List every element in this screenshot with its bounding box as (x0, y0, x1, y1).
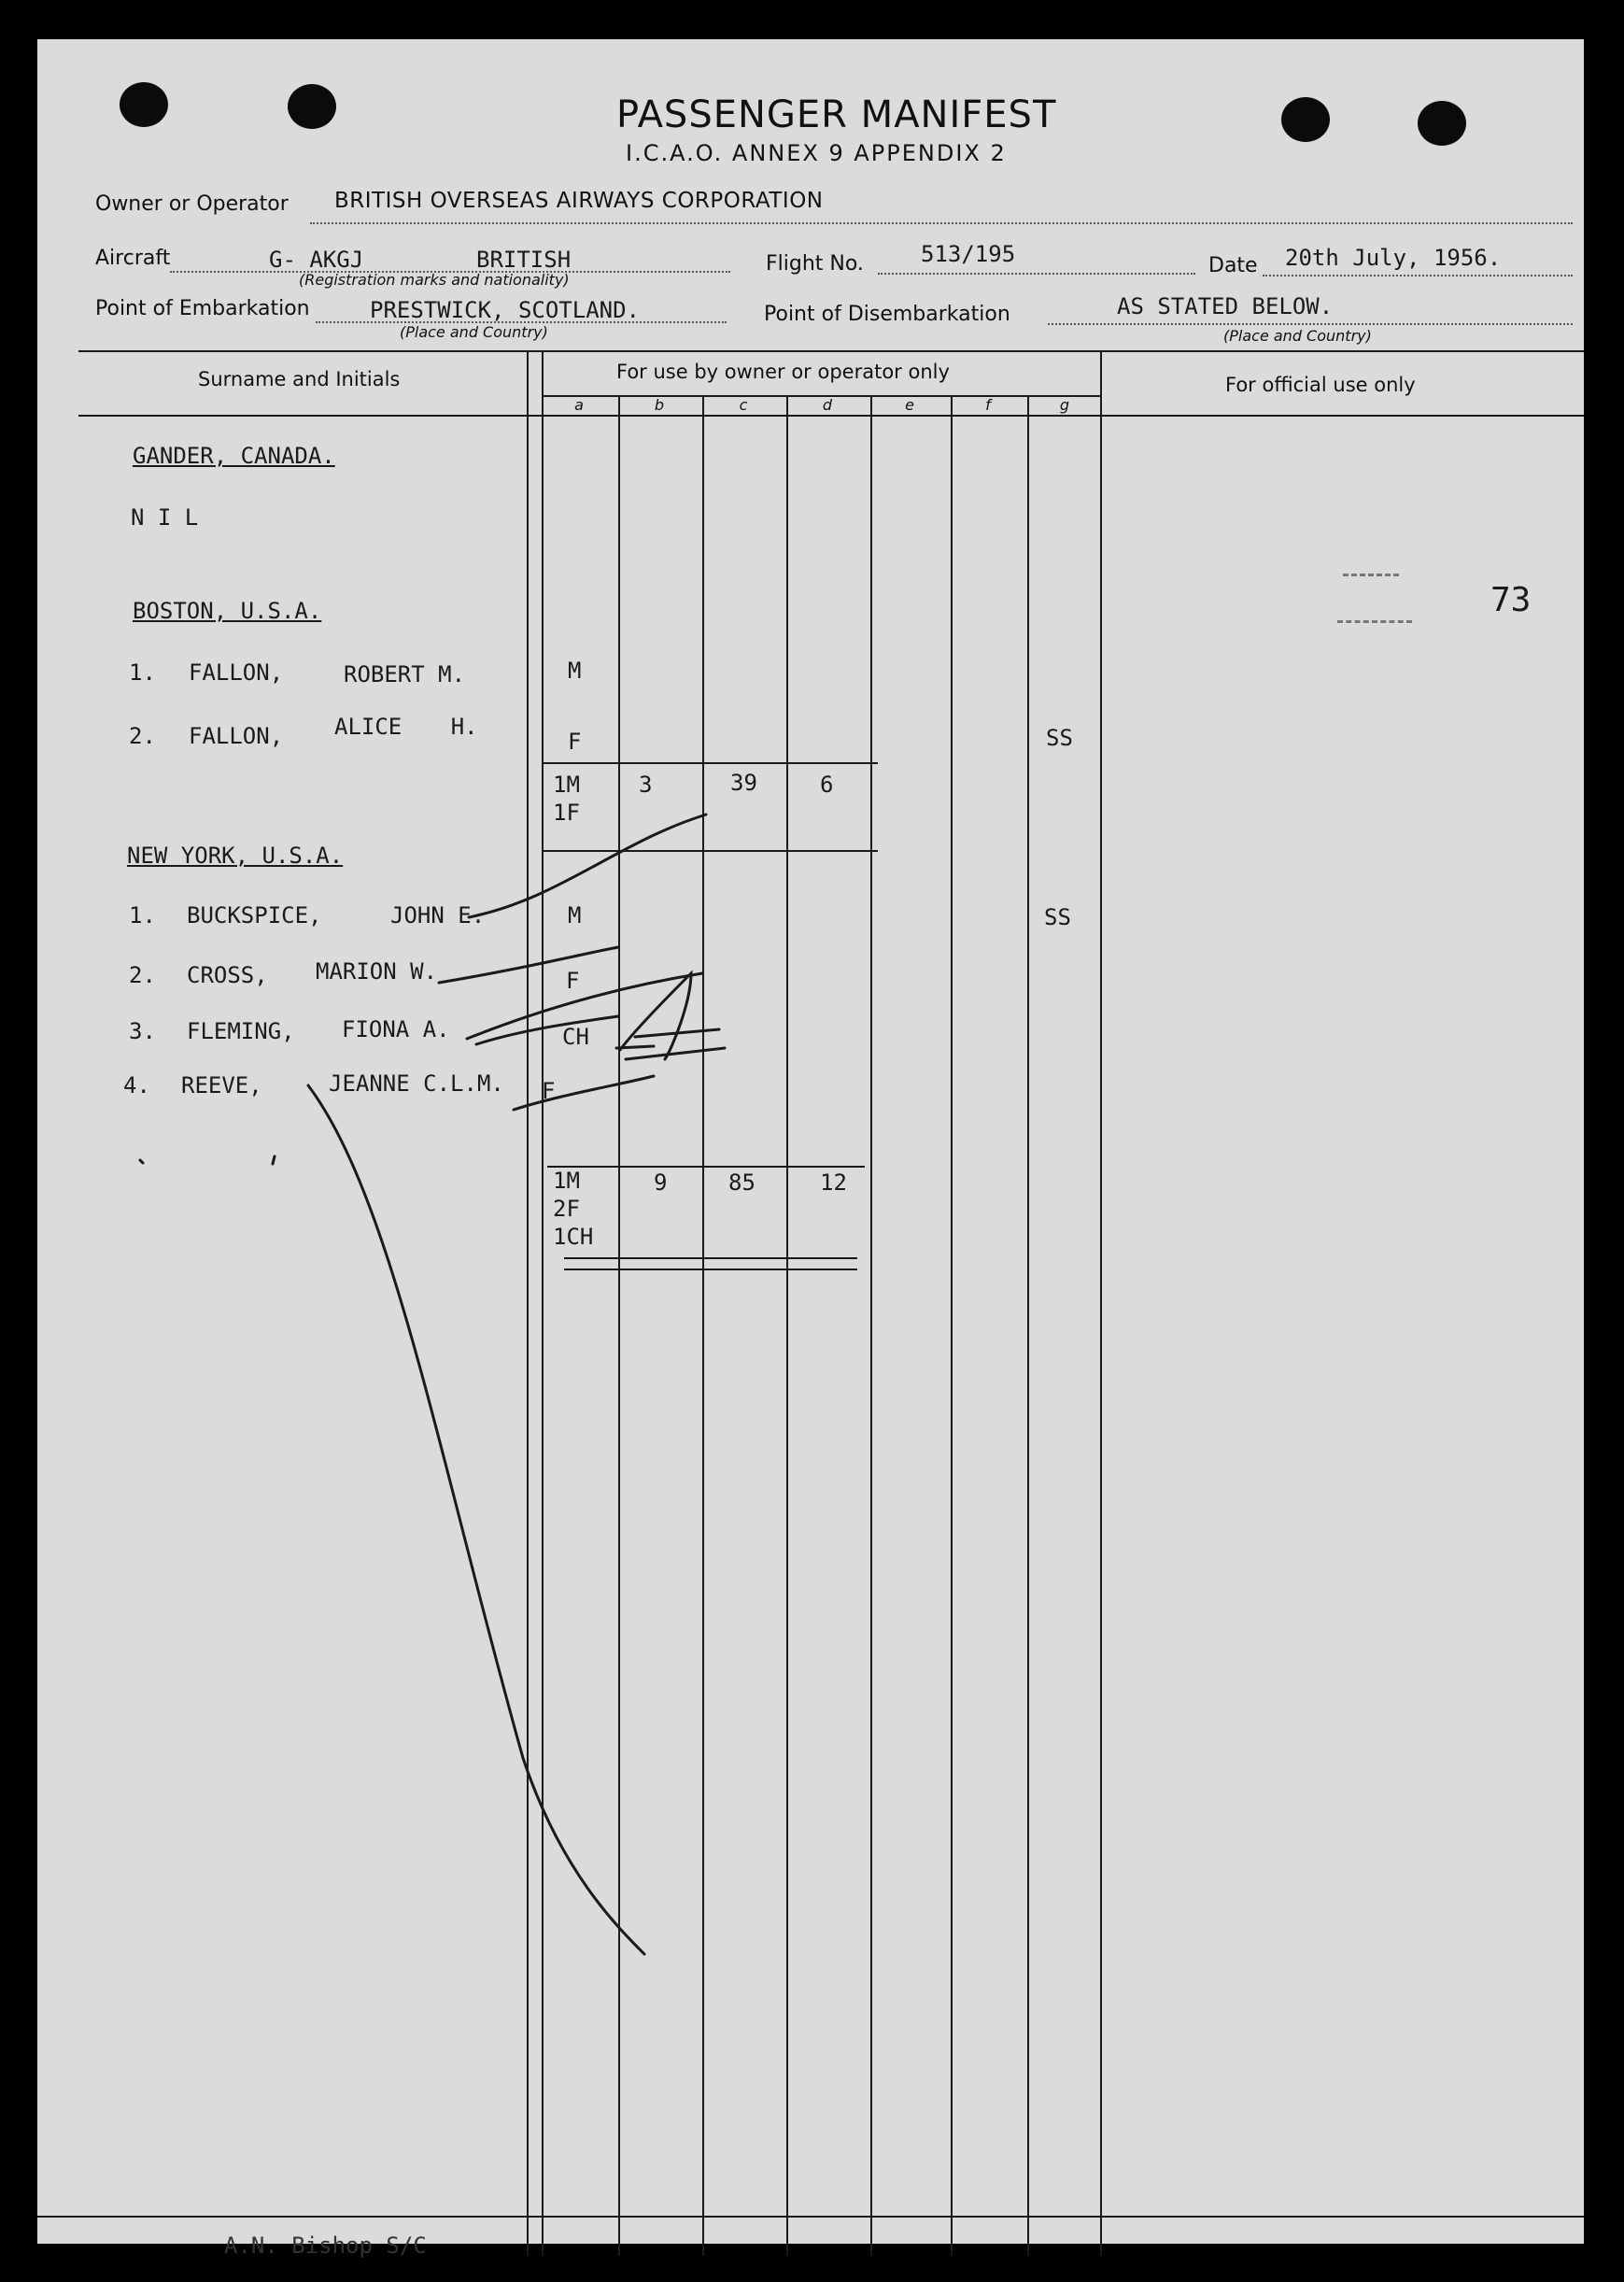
flight-date: 20th July, 1956. (1285, 245, 1502, 271)
passenger-sex: M (568, 902, 582, 928)
passenger-num: 1. (129, 659, 156, 686)
registration-note: (Registration marks and nationality) (299, 271, 570, 289)
aircraft-nationality: BRITISH (476, 247, 572, 273)
col-operator-header: For use by owner or operator only (616, 361, 950, 383)
col-surname-header: Surname and Initials (198, 368, 401, 390)
subcol-a: a (574, 396, 584, 414)
pen-bracket-stroke (467, 973, 702, 1039)
passenger-surname: FALLON, (189, 659, 284, 686)
form-title: PASSENGER MANIFEST (616, 93, 1057, 136)
pen-long-stroke (308, 1085, 644, 1954)
footer-signature: A.N. Bishop S/C (224, 2232, 427, 2259)
flight-label: Flight No. (766, 252, 864, 276)
disembark-value: AS STATED BELOW. (1117, 293, 1334, 319)
passenger-code: SS (1044, 904, 1071, 930)
total-d: 12 (820, 1169, 847, 1196)
total-females: 1F (553, 800, 580, 826)
date-label: Date (1208, 254, 1258, 277)
passenger-given: FIONA A. (342, 1016, 450, 1042)
section-place-new-york: NEW YORK, U.S.A. (127, 843, 344, 869)
official-note-number: 73 (1490, 581, 1532, 619)
section-place-boston: BOSTON, U.S.A. (133, 598, 322, 624)
owner-value: BRITISH OVERSEAS AIRWAYS CORPORATION (334, 189, 824, 213)
passenger-num: 1. (129, 902, 156, 928)
passenger-num: 4. (123, 1072, 150, 1098)
embark-label: Point of Embarkation (95, 297, 310, 320)
passenger-surname: FLEMING, (187, 1018, 295, 1044)
col-official-header: For official use only (1225, 374, 1416, 396)
passenger-surname: BUCKSPICE, (187, 902, 322, 928)
total-c: 85 (728, 1169, 756, 1196)
aircraft-registration: G- AKGJ (269, 247, 364, 273)
pen-bracket-stroke (476, 1016, 618, 1044)
passenger-surname: CROSS, (187, 962, 268, 988)
total-d: 6 (820, 772, 834, 798)
passenger-code: SS (1046, 725, 1073, 751)
passenger-given: JEANNE C.L.M. (329, 1070, 504, 1097)
total-females: 2F (553, 1196, 580, 1222)
section-nil: N I L (131, 504, 199, 531)
pen-tick-stroke (140, 1160, 143, 1163)
passenger-sex: F (542, 1078, 556, 1104)
subcol-c: c (739, 396, 748, 414)
passenger-sex: M (568, 658, 582, 684)
subcol-f: f (985, 396, 991, 414)
disembark-note: (Place and Country) (1223, 327, 1372, 345)
total-b: 3 (639, 772, 653, 798)
embark-value: PRESTWICK, SCOTLAND. (370, 297, 640, 323)
pen-bracket-stroke (514, 1076, 654, 1110)
pen-strokes (37, 39, 1584, 2244)
passenger-num: 2. (129, 723, 156, 749)
total-b: 9 (654, 1169, 668, 1196)
passenger-given: ROBERT M. (344, 661, 466, 687)
passenger-sex: F (566, 968, 580, 994)
total-children: 1CH (553, 1224, 594, 1250)
disembark-label: Point of Disembarkation (764, 303, 1010, 326)
subcol-b: b (654, 396, 665, 414)
aircraft-label: Aircraft (95, 247, 171, 270)
passenger-given: MARION W. (316, 958, 438, 985)
passenger-given: JOHN E. (390, 902, 486, 928)
total-c: 39 (730, 770, 757, 796)
subcol-g: g (1059, 396, 1070, 414)
passenger-surname: REEVE, (181, 1072, 262, 1098)
pen-bracket-stroke (469, 815, 706, 917)
passenger-sex: F (568, 729, 582, 755)
total-males: 1M (553, 772, 580, 798)
passenger-surname: FALLON, (189, 723, 284, 749)
passenger-sex: CH (562, 1024, 589, 1050)
passenger-num: 3. (129, 1018, 156, 1044)
subcol-e: e (905, 396, 914, 414)
form-subtitle: I.C.A.O. ANNEX 9 APPENDIX 2 (626, 140, 1007, 166)
passenger-num: 2. (129, 962, 156, 988)
flight-number: 513/195 (921, 241, 1016, 267)
total-males: 1M (553, 1168, 580, 1194)
owner-label: Owner or Operator (95, 192, 289, 216)
passenger-given: ALICE H. (334, 714, 478, 740)
section-place-gander: GANDER, CANADA. (133, 443, 335, 469)
pen-tick-stroke (273, 1156, 275, 1164)
manifest-sheet (37, 39, 1584, 2259)
subcol-d: d (822, 396, 833, 414)
pen-bracket-stroke (439, 947, 618, 983)
embark-note: (Place and Country) (400, 323, 548, 341)
